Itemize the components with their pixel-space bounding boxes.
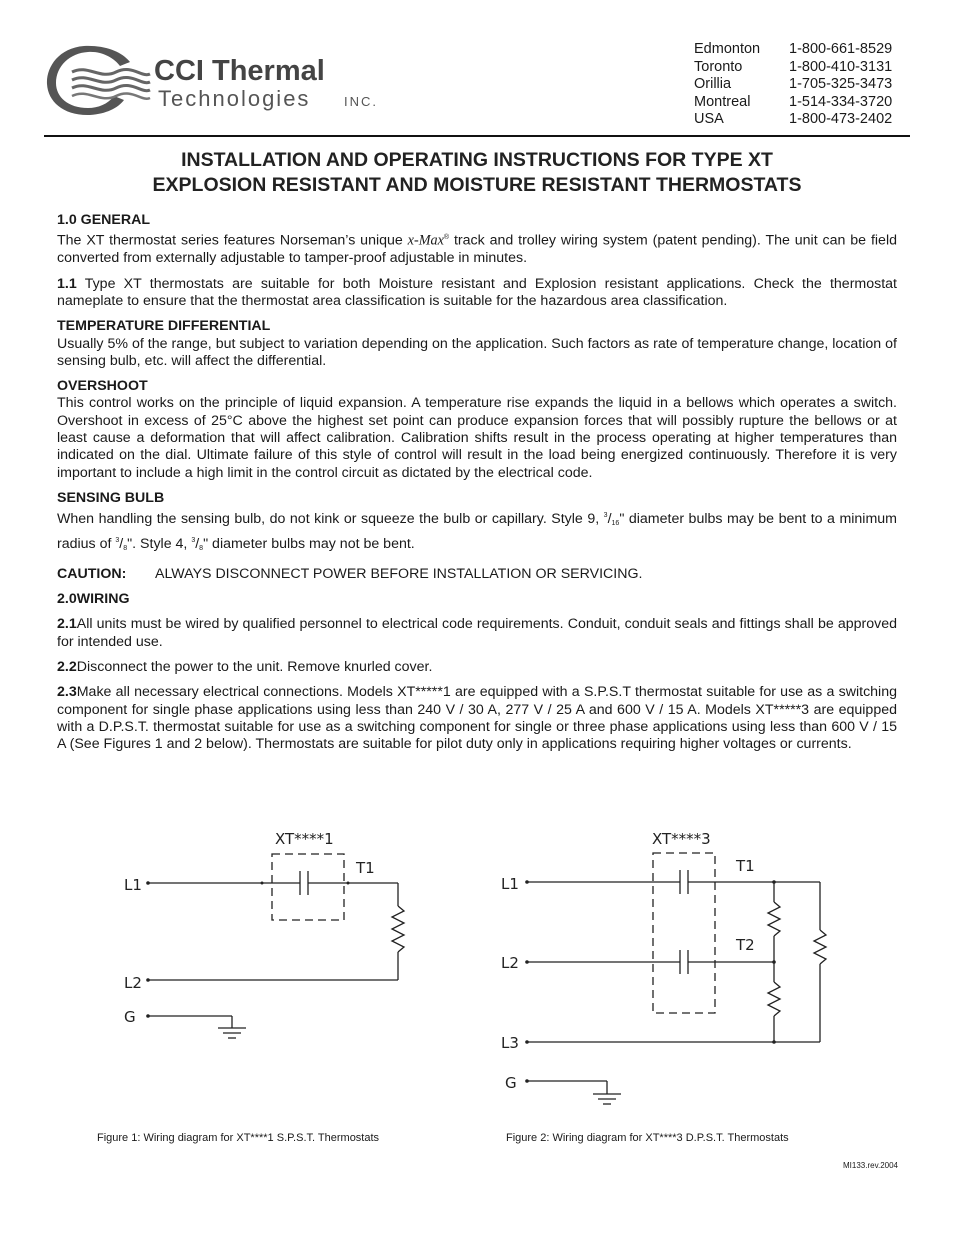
text-run: " diameter bulbs may not be bent. <box>203 536 415 553</box>
text-run: The XT thermostat series features Norseman’s unique <box>57 233 408 250</box>
contact-phone: 1-800-410-3131 <box>789 58 893 75</box>
figure-2-l2-label: L2 <box>501 954 519 972</box>
caution-label: CAUTION: <box>57 565 127 582</box>
fraction-numerator: 3 <box>191 537 196 545</box>
text-run: ". Style 4, <box>127 536 192 553</box>
section-text: This control works on the principle of liquid expansion. A temperature rise expands the liquid in a bellows which operates a switch. Overshoot in excess of 25°C above the highest set point can produce expansion forces that will possibly rupture the bellows or at least cause a deformation that will affect calibration. Calibration shifts result in the process operating at higher temperatures than indicated on the dial. Ultimate failure of this style of control will result in the load being energized continuously. Therefore it is very important to include a high limit in the control circuit as dictated by the electrical code. <box>57 395 897 481</box>
text-run: Disconnect the power to the unit. Remove knurled cover. <box>76 658 433 675</box>
text-run: All units must be wired by qualified personnel to electrical code requirements. Conduit, conduit seals and fittings shall be approved for intended use. <box>57 616 897 650</box>
fraction-numerator: 3 <box>115 537 120 545</box>
contact-phone: 1-800-473-2402 <box>789 111 893 127</box>
document-body <box>57 212 897 761</box>
figure-2-circuit <box>527 853 826 1104</box>
figure-2-model-label: XT****3 <box>652 830 711 848</box>
section-text <box>57 229 897 267</box>
contact-row <box>694 76 892 94</box>
section-text <box>57 684 897 753</box>
section-heading: 2.0WIRING <box>57 591 130 608</box>
figure-1-circuit <box>148 854 404 1038</box>
contact-city: Montreal <box>694 93 751 110</box>
section-heading: 1.0 GENERAL <box>57 212 151 228</box>
figure-1-t1-label: T1 <box>356 859 375 877</box>
logo-name: CCI Thermal <box>154 55 325 87</box>
figure-1-terminals <box>146 881 349 1018</box>
brand-name: x-Max <box>407 233 444 250</box>
figure-2-l3-label: L3 <box>501 1034 519 1052</box>
logo-inc: INC. <box>344 94 378 109</box>
caution-notice <box>57 566 897 583</box>
text-run: Make all necessary electrical connections. Models XT*****1 are equipped with a S.P.S.T thermostat suitable for use as a switching component for single phase applications using less than 240 V / 30 A, 277 V / 25 A and 600 V / 15 A. Models XT*****3 are equipped with a D.P.S.T. thermostat suitable for use as a switching component for single or three phase applications using less than 600 V / 15 A (See Figures 1 and 2 below). Thermostats are suitable for pilot duty only in applications requiring higher voltages or currents. <box>57 684 897 753</box>
caution-text: ALWAYS DISCONNECT POWER BEFORE INSTALLATION OR SERVICING. <box>155 565 643 582</box>
figure-2-terminals <box>525 880 776 1083</box>
section-text <box>57 659 897 676</box>
figure-2-t2-label: T2 <box>736 936 755 954</box>
section-text: When handling the sensing bulb, do not kink or squeeze the bulb or capillary. Style 9, $^3$/16" diameter bulbs may be bent to a minimum radius of $^3$/8". Style 4, $^3$/8" diameter bulbs may not be bent. <box>57 511 897 553</box>
figure-1-caption: Figure 1: Wiring diagram for XT****1 S.P.S.T. Thermostats <box>97 1132 380 1144</box>
section-wiring <box>57 591 897 608</box>
section-temperature-differential <box>57 318 897 370</box>
figure-1-g-label: G <box>124 1008 136 1026</box>
contact-list <box>694 41 892 129</box>
contact-phone: 1-514-334-3720 <box>789 93 893 110</box>
contact-city: Toronto <box>694 58 743 75</box>
section-number: 2.3 <box>57 684 77 701</box>
figure-1-l2-label: L2 <box>124 974 142 992</box>
figure-2-t1-label: T1 <box>736 857 755 875</box>
document-title <box>44 148 910 198</box>
figure-2-g-label: G <box>505 1074 517 1092</box>
section-general <box>57 212 897 268</box>
contact-row <box>694 59 892 77</box>
section-text <box>57 616 897 651</box>
text-run: track and trolley wiring system (patent pending). The unit can be field converted from externally adjustable to tamper-proof adjustable in minutes. <box>57 233 897 267</box>
section-heading: SENSING BULB <box>57 489 165 506</box>
fraction-denominator: 16 <box>611 520 620 528</box>
logo-graphic <box>44 42 394 120</box>
contact-city: USA <box>694 111 724 127</box>
contact-phone: 1-800-661-8529 <box>789 41 893 57</box>
revision-code: MI133.rev.2004 <box>843 1161 898 1170</box>
wiring-item <box>57 659 897 676</box>
contact-row <box>694 111 892 129</box>
company-logo <box>44 42 394 120</box>
figure-1-l1-label: L1 <box>124 876 142 894</box>
text-run: Type XT thermostats are suitable for both Moisture resistant and Explosion resistant applications. Check the thermostat nameplate to ensure that the thermostat area classification is suitable for the hazardous area classification. <box>57 275 897 309</box>
registered-mark: ® <box>443 234 450 242</box>
contact-row <box>694 94 892 112</box>
header-divider <box>44 135 910 137</box>
fraction-denominator: 8 <box>123 545 128 553</box>
title-line-1: INSTALLATION AND OPERATING INSTRUCTIONS FOR TYPE XT <box>181 149 773 171</box>
section-overshoot <box>57 378 897 482</box>
contact-city: Edmonton <box>694 41 761 57</box>
text-run: " diameter bulbs may be bent to a minimum radius of <box>57 511 897 553</box>
section-number: 1.1 <box>57 275 77 292</box>
section-heading: OVERSHOOT <box>57 378 148 395</box>
figure-1-model-label: XT****1 <box>275 830 334 848</box>
figure-2-caption: Figure 2: Wiring diagram for XT****3 D.P.S.T. Thermostats <box>506 1132 789 1144</box>
section-number: 2.1 <box>57 616 77 633</box>
fraction-denominator: 8 <box>199 545 204 553</box>
section-number: 2.2 <box>57 658 77 675</box>
wiring-item <box>57 684 897 753</box>
figure-2-l1-label: L1 <box>501 875 519 893</box>
contact-phone: 1-705-325-3473 <box>789 76 893 92</box>
fraction-numerator: 3 <box>603 512 608 520</box>
contact-city: Orillia <box>694 76 732 92</box>
section-heading: TEMPERATURE DIFFERENTIAL <box>57 318 271 335</box>
contact-row <box>694 41 892 59</box>
section-text <box>57 276 897 311</box>
figure-2-wiring-diagram <box>495 820 875 1120</box>
title-line-2: EXPLOSION RESISTANT AND MOISTURE RESISTANT THERMOSTATS <box>152 174 802 196</box>
section-1-1 <box>57 276 897 311</box>
figure-1-wiring-diagram <box>110 820 430 1050</box>
wiring-item <box>57 616 897 651</box>
logo-subname: Technologies <box>158 86 311 111</box>
section-sensing-bulb <box>57 490 897 558</box>
text-run: When handling the sensing bulb, do not kink or squeeze the bulb or capillary. Style 9, <box>57 511 604 528</box>
section-text: Usually 5% of the range, but subject to variation depending on the application. Such factors as rate of temperature change, location of sensing bulb, etc. will affect the differential. <box>57 335 897 369</box>
